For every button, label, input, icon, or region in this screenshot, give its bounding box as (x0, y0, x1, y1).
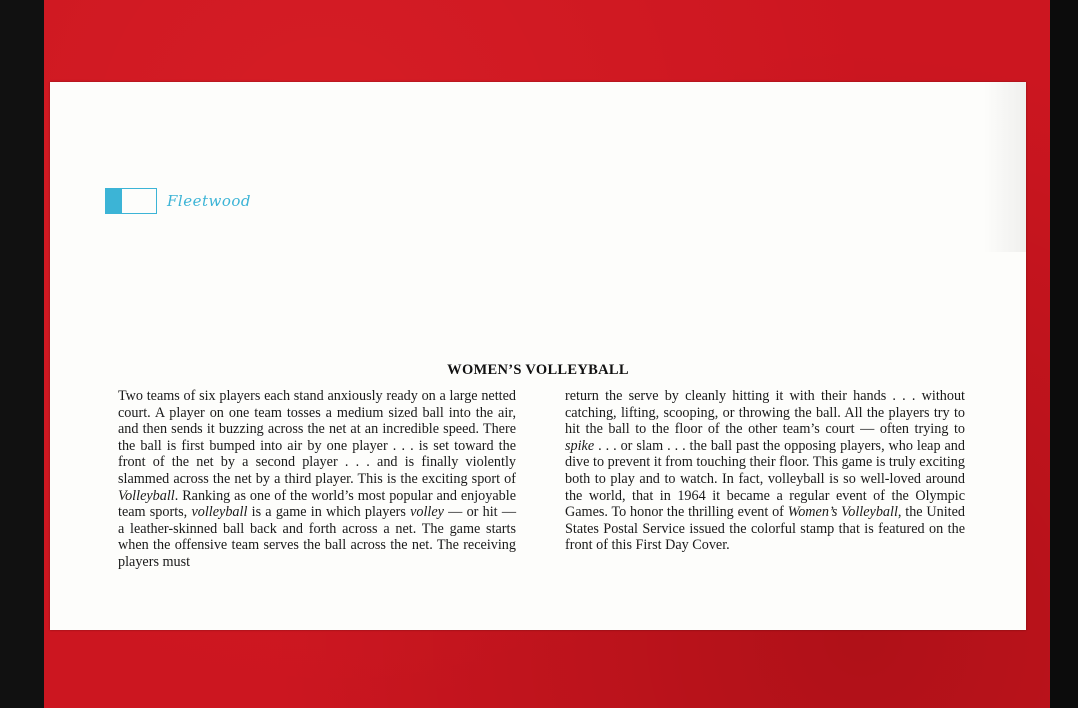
scan-edge-right (1050, 0, 1078, 708)
logo-wordmark: Fleetwood (167, 192, 251, 210)
logo-mark-icon (105, 188, 157, 214)
right-column-run: Women’s Volleyball (787, 504, 898, 521)
text-column-left (118, 388, 516, 571)
left-paragraph (118, 388, 516, 571)
right-column-run: return the serve by cleanly hitting it with their hands . . . without catching, lifting, scooping, or throwing the ball. All the players try to hit the ball to the floor of the other team’s court — often trying to (565, 388, 965, 438)
left-column-run: Volleyball (118, 487, 175, 504)
left-column-run: volleyball (191, 504, 248, 521)
fleetwood-logo (105, 188, 251, 214)
left-column-run: is a game in which players (247, 504, 411, 521)
right-column-run: spike (565, 437, 595, 454)
left-column-run: — or hit — a leather-skinned ball back and forth across a net. The game starts when the offensive team serves the ball across the net. The receiving players must (118, 504, 517, 570)
left-column-run: Two teams of six players each stand anxiously ready on a large netted court. A player on one team tosses a medium sized ball into the air, and then sends it buzzing across the net at an incredible speed. There the ball is first bumped into air by one player . . . is set toward the front of the net by a second player . . . and is finally violently slammed across the net by a third player. This is the exciting sport of (118, 388, 516, 487)
right-column-run: , the United States Postal Service issued the colorful stamp that is featured on the front of this First Day Cover. (565, 504, 965, 554)
article-title: WOMEN’S VOLLEYBALL (447, 362, 629, 378)
text-column-right (565, 388, 965, 554)
left-column-run: volley (410, 504, 444, 521)
envelope-back (50, 82, 1026, 630)
right-paragraph (565, 388, 965, 554)
scan-edge-left (0, 0, 44, 708)
left-column-run: . Ranking as one of the world’s most popular and enjoyable team sports, (118, 487, 516, 521)
right-column-run: . . . or slam . . . the ball past the opposing players, who leap and dive to prevent it from touching their floor. This game is truly exciting both to play and to watch. In fact, volleyball is so well-loved around the world, that in 1964 it became a regular event of the Olympic Games. To honor the thrilling event of (565, 437, 965, 521)
envelope-flap-shadow (984, 82, 1026, 252)
